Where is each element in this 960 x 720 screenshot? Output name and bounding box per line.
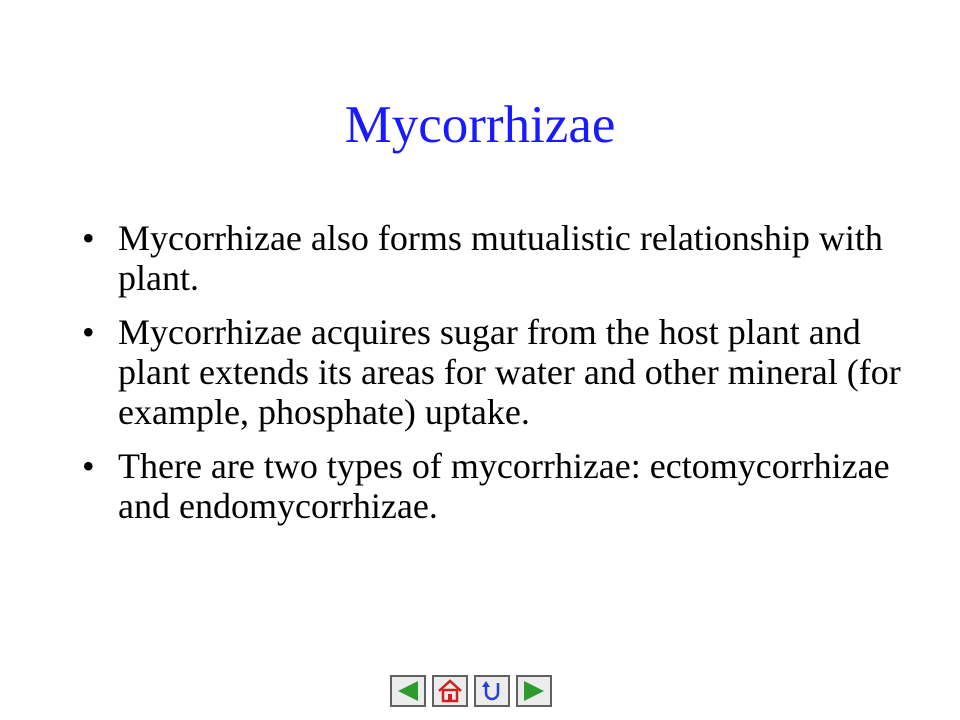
bullet-item	[82, 312, 902, 432]
bullet-text: There are two types of mycorrhizae: ectomycorrhizae and endomycorrhizae.	[118, 446, 890, 526]
bullet-list	[82, 218, 902, 540]
bullet-item	[82, 446, 902, 526]
bullet-text: Mycorrhizae also forms mutualistic relationship with plant.	[118, 218, 883, 298]
home-icon	[436, 679, 464, 703]
return-button[interactable]	[474, 675, 510, 707]
previous-slide-button[interactable]	[390, 675, 426, 707]
next-arrow-icon	[520, 679, 548, 703]
return-icon	[478, 679, 506, 703]
bullet-icon: •	[82, 312, 95, 352]
slide-title: Mycorrhizae	[344, 96, 616, 154]
navigation-bar	[390, 675, 552, 707]
next-slide-button[interactable]	[516, 675, 552, 707]
bullet-icon: •	[82, 218, 95, 258]
prev-arrow-icon	[394, 679, 422, 703]
bullet-item	[82, 218, 902, 298]
home-button[interactable]	[432, 675, 468, 707]
bullet-icon: •	[82, 446, 95, 486]
bullet-text: Mycorrhizae acquires sugar from the host plant and plant extends its areas for water and other mineral (for example, phosphate) uptake.	[118, 312, 901, 432]
